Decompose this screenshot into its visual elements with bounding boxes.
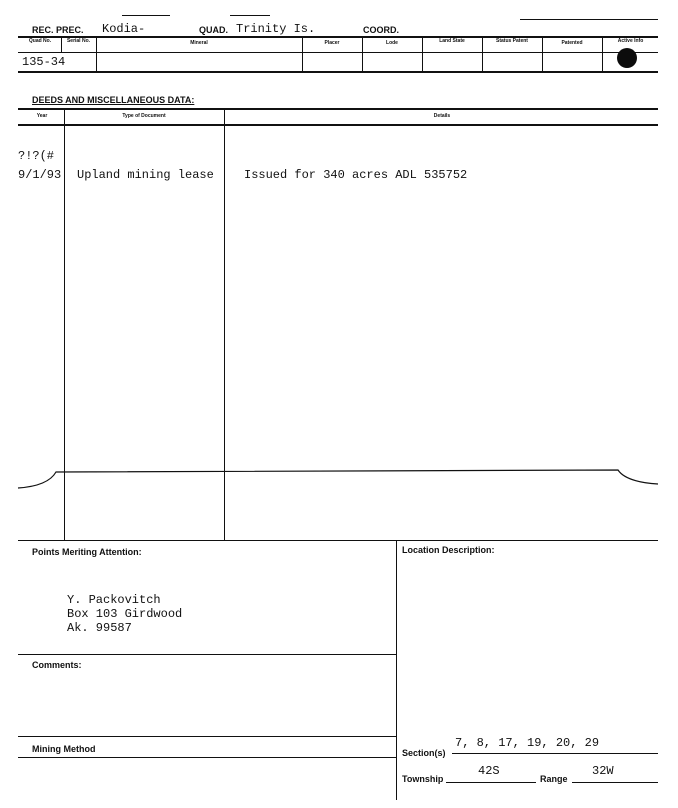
col-header-type: Type of Document xyxy=(122,113,166,119)
range-value: 32W xyxy=(592,764,614,778)
range-label: Range xyxy=(540,774,568,784)
deeds-table-lower-rule xyxy=(0,460,678,500)
comments-top-rule xyxy=(18,654,396,655)
deeds-table-header-rule xyxy=(18,124,658,126)
sections-underline xyxy=(452,753,658,754)
col-header-placer: Placer xyxy=(324,40,340,46)
deeds-table-top-rule xyxy=(18,108,658,110)
col-header-lode: Lode xyxy=(386,40,398,46)
claim-table-top-rule xyxy=(18,36,658,38)
col-header-details: Details xyxy=(433,113,451,119)
deeds-table-bottom-rule xyxy=(18,540,658,541)
sections-value: 7, 8, 17, 19, 20, 29 xyxy=(455,736,600,750)
rec-prec-label: REC. PREC. xyxy=(32,25,84,35)
punch-hole-mark xyxy=(617,48,637,68)
col-header-mineral: Mineral xyxy=(190,40,208,46)
col-header-year: Year xyxy=(36,113,48,119)
township-value: 42S xyxy=(478,764,500,778)
mining-method-top-rule xyxy=(18,736,396,737)
claim-table-header-rule xyxy=(18,52,658,53)
deed-row-details: Issued for 340 acres ADL 535752 xyxy=(244,168,468,182)
township-label: Township xyxy=(402,774,444,784)
col-header-active-info: Active Info xyxy=(617,38,644,44)
rec-prec-value: Kodia- xyxy=(102,22,146,36)
comments-label: Comments: xyxy=(32,660,82,670)
location-description-label: Location Description: xyxy=(402,545,495,555)
deed-row-year: 9/1/93 xyxy=(18,168,62,182)
claim-table-bottom-rule xyxy=(18,71,658,73)
contact-name: Y. Packovitch xyxy=(67,593,161,607)
deed-row-year: ?!?(# xyxy=(18,149,55,163)
range-underline xyxy=(572,782,658,783)
col-header-land-state: Land State xyxy=(439,38,465,44)
quad-value: Trinity Is. xyxy=(236,22,316,36)
col-header-patented: Patented xyxy=(561,40,583,46)
header-top-rule xyxy=(122,15,170,16)
contact-city-zip: Ak. 99587 xyxy=(67,621,132,635)
deed-row-type: Upland mining lease xyxy=(77,168,214,182)
points-meriting-attention-label: Points Meriting Attention: xyxy=(32,547,142,557)
quad-number-cell: 135-34 xyxy=(22,55,66,69)
deeds-section-label: DEEDS AND MISCELLANEOUS DATA: xyxy=(32,95,195,105)
col-header-status-patent: Status Patent xyxy=(496,38,528,44)
quad-label: QUAD. xyxy=(199,25,228,35)
col-header-quad-no: Quad No. xyxy=(28,38,52,44)
header-top-rule xyxy=(520,19,658,20)
mining-method-rule xyxy=(18,757,396,758)
points-location-divider xyxy=(396,540,397,800)
header-top-rule xyxy=(230,15,270,16)
sections-label: Section(s) xyxy=(402,748,446,758)
contact-address: Box 103 Girdwood xyxy=(67,607,183,621)
mining-method-label: Mining Method xyxy=(32,744,96,754)
township-underline xyxy=(446,782,536,783)
coord-label: COORD. xyxy=(363,25,399,35)
col-header-serial-no: Serial No. xyxy=(66,38,91,44)
